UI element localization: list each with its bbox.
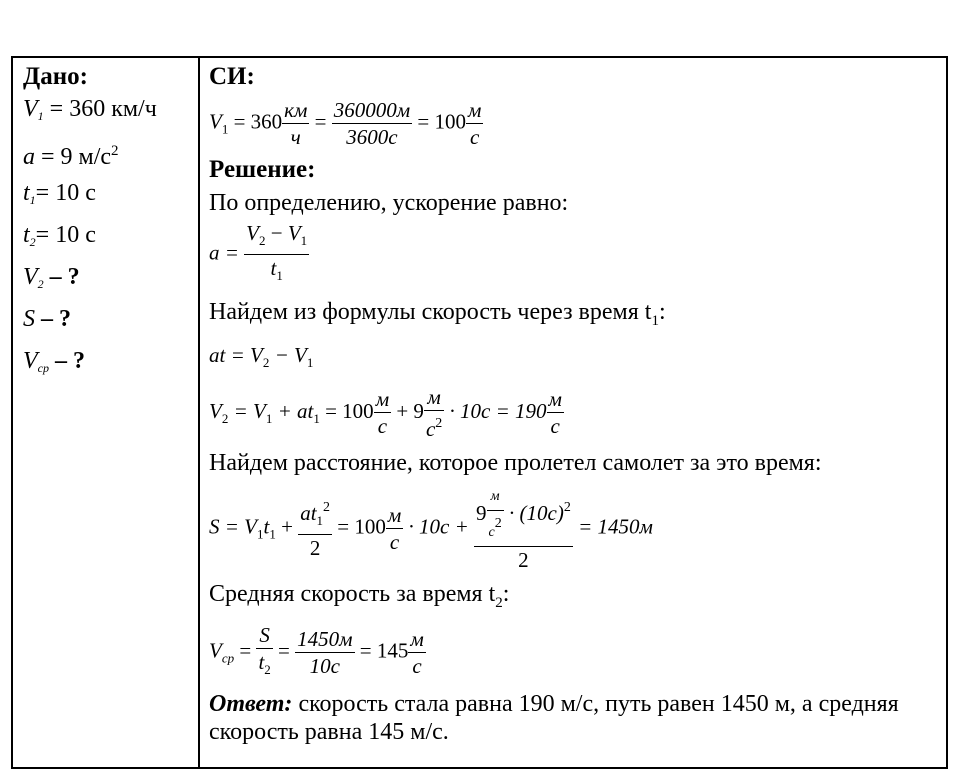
solution-table bbox=[11, 56, 948, 769]
given-a: a = 9 $м/с^2$ bbox=[23, 143, 119, 170]
given-title: Дано: bbox=[23, 63, 88, 90]
given-t1: t1= 10 с bbox=[23, 180, 96, 207]
column-divider bbox=[198, 58, 200, 767]
solution-paragraph-1: По определению, ускорение равно: bbox=[209, 190, 569, 216]
answer-text: скорость стала равна 190 м/с, путь равен 1450 м, а средняя скорость равна 145 м/с. bbox=[209, 690, 899, 745]
unknown-v2: V2 – ? bbox=[23, 264, 80, 291]
answer bbox=[209, 690, 939, 746]
answer-label: Ответ: bbox=[209, 690, 293, 717]
unknown-vcp: Vср – ? bbox=[23, 348, 85, 375]
si-title: СИ: bbox=[209, 63, 255, 90]
acceleration-formula: a = $\frac{V_2 - V_1}{t_1}$ bbox=[209, 221, 939, 288]
distance-formula: $S = V_1t_1$ + $\frac{at_1^2}{2}$ = 100 $\frac{м}{с}$ · 10с + 9 $\frac{м}{с2}$ · $(10с)^2$ 2 = 1450м bbox=[209, 488, 653, 572]
given-v1: V1 = 360 км/ч bbox=[23, 96, 157, 123]
given-t2: t2= 10 с bbox=[23, 222, 96, 249]
unknown-s: S – ? bbox=[23, 306, 71, 332]
given-column bbox=[23, 62, 193, 390]
v2-formula: $V_2 = V_1 + at_1 = 100$ $\frac{м}{с}$ + 9 $\frac{м}{с^2}$ · 10с = 190 $\frac{м}{с}$ bbox=[209, 384, 562, 441]
solution-paragraph-4: Средняя скорость за время $t_2$: bbox=[209, 580, 510, 611]
at-formula: at = $V_2 - V_1$ bbox=[209, 342, 314, 370]
solution-paragraph-3: Найдем расстояние, которое пролетел самолет за это время: bbox=[209, 449, 822, 476]
solution-title: Решение: bbox=[209, 156, 316, 183]
solution-column bbox=[209, 62, 939, 746]
average-speed-formula: $V_{ср}$ = $\frac{S}{t_2}$ = $\frac{1450м}{10с}$ = 145 $\frac{м}{с}$ bbox=[209, 623, 939, 682]
si-conversion-formula: $V_1 = 360$ $\frac{км}{ч}$ = $\frac{360000м}{3600с}$ = 100 $\frac{м}{с}$ bbox=[209, 98, 482, 149]
solution-paragraph-2: Найдем из формулы скорость через время $t_1$: bbox=[209, 299, 666, 329]
